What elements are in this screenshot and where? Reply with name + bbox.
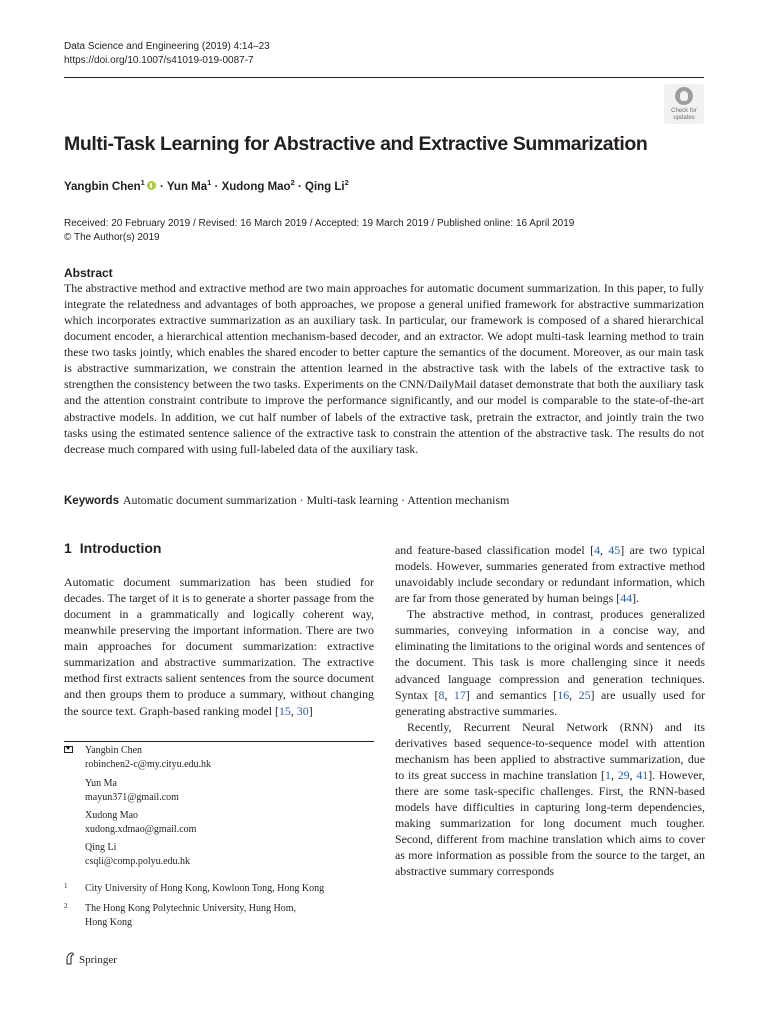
text-run: ]. However, there are some task-specific challenges. First, the RNN-based models have difficulties in capturing long-term dependencies, making summarization for long document much tougher. Second, different from machine translation which aims to cover as more information as possible from the source to the target, an abstractive summary corresponds	[395, 767, 705, 879]
text-run: ,	[569, 687, 579, 702]
author-name[interactable]: Yun Ma	[166, 180, 208, 193]
contact-name: Yun Ma	[85, 778, 117, 789]
author-name[interactable]: Yangbin Chen	[64, 180, 141, 193]
author-affiliation: 2	[344, 178, 349, 187]
paragraph	[395, 719, 705, 880]
affiliation: The Hong Kong Polytechnic University, Hung Hom,	[85, 903, 296, 914]
contact-name: Qing Li	[85, 842, 117, 853]
author-separator: ·	[297, 180, 302, 193]
contact-email[interactable]: xudong.xdmao@gmail.com	[85, 824, 197, 835]
author-name[interactable]: Xudong Mao	[221, 180, 291, 193]
intro-column-right	[395, 542, 705, 879]
section-number: 1	[64, 540, 72, 556]
section-title: Introduction	[79, 540, 162, 556]
citation-link[interactable]: 15	[278, 703, 291, 718]
springer-horse-icon	[64, 952, 75, 965]
header-rule	[64, 77, 704, 78]
citation-link[interactable]: 4	[594, 543, 601, 557]
text-run: ,	[629, 767, 637, 782]
doi-link[interactable]: https://doi.org/10.1007/s41019-019-0087-7	[64, 55, 254, 66]
text-run: ]	[308, 703, 313, 718]
citation-link[interactable]: 8	[438, 687, 445, 702]
author-separator: ·	[160, 180, 164, 193]
citation-link[interactable]: 17	[453, 687, 466, 702]
paragraph	[395, 606, 705, 718]
author-list	[64, 178, 349, 193]
check-for-updates-icon	[675, 87, 693, 105]
text-run: and feature-based classification model [	[395, 543, 595, 557]
publisher-footer	[64, 952, 117, 966]
text-run: ].	[632, 591, 640, 606]
author-affiliation: 1	[140, 178, 145, 187]
citation-link[interactable]: 16	[557, 687, 570, 702]
section-heading-introduction	[64, 540, 161, 556]
publication-dates: Received: 20 February 2019 / Revised: 16 March 2019 / Accepted: 19 March 2019 / Published online: 16 April 2019	[64, 218, 575, 229]
affiliation-continued: Hong Kong	[85, 917, 132, 928]
badge-line-2: updates	[673, 115, 695, 121]
text-run: ] and semantics [	[465, 687, 558, 702]
text-run: ] are two typical models. However, summaries generated from extractive method unavoidably include secondary or redundant information, which are far from those generated by human beings [	[395, 543, 705, 606]
author-name[interactable]: Qing Li	[305, 180, 345, 193]
text-run: ,	[610, 767, 618, 782]
citation-link[interactable]: 29	[617, 767, 630, 782]
text-run: ] are usually used for generating abstractive summaries.	[395, 687, 705, 718]
keywords-label: Keywords	[64, 495, 119, 507]
contact-email[interactable]: mayun371@gmail.com	[85, 792, 179, 803]
text-run: ,	[444, 687, 454, 702]
citation-link[interactable]: 41	[636, 767, 649, 782]
keywords-list: Automatic document summarization · Multi-task learning · Attention mechanism	[122, 493, 510, 507]
paragraph	[395, 542, 705, 606]
footnote-rule	[64, 741, 374, 742]
citation-link[interactable]: 30	[296, 703, 309, 718]
journal-citation: Data Science and Engineering (2019) 4:14–23	[64, 41, 270, 52]
copyright: © The Author(s) 2019	[64, 232, 160, 243]
check-for-updates-badge[interactable]	[664, 84, 704, 124]
text-run: ,	[600, 543, 609, 557]
contact-name: Yangbin Chen	[85, 745, 143, 756]
paper-title: Multi-Task Learning for Abstractive and Extractive Summarization	[64, 133, 648, 155]
intro-paragraph-left	[64, 574, 374, 719]
citation-link[interactable]: 45	[608, 543, 621, 557]
contact-name: Xudong Mao	[85, 810, 139, 821]
affiliation: City University of Hong Kong, Kowloon Tong, Hong Kong	[85, 883, 325, 894]
publisher-name: Springer	[79, 954, 117, 966]
text-run: ,	[290, 703, 297, 718]
envelope-icon	[64, 746, 73, 753]
keywords	[64, 493, 509, 508]
citation-link[interactable]: 44	[620, 591, 633, 606]
affiliation-number: 2	[64, 902, 68, 910]
badge-line-1: Check for	[671, 108, 697, 114]
abstract-heading: Abstract	[64, 266, 113, 280]
citation-link[interactable]: 1	[604, 767, 611, 782]
abstract-text: The abstractive method and extractive method are two main approaches for automatic document summarization. In this paper, to fully integrate the relatedness and advantages of both approaches, we propose a general unified framework for abstractive summarization which incorporates extractive summarization as an auxiliary task. In particular, our framework is composed of a shared hierarchical document encoder, a hierarchical attention mechanism-based decoder, and an extractor. We adopt multi-task learning method to train these two tasks jointly, which enables the shared encoder to better capture the semantics of the document. Moreover, as our main task is abstractive summarization, we constrain the attention learned in the abstractive task with the labels of the extractive task to strengthen the consistency between the two tasks. Experiments on the CNN/DailyMail dataset demonstrate that both the auxiliary task and the attention constraint contribute to improve the performance significantly, and our model is comparable to the state-of-the-art abstractive models. In addition, we cut half number of labels of the extractive task, pretrain the extractor, and jointly train the two tasks using the estimated sentence salience of the extractive task to constrain the attention of the abstractive task. The results do not decrease much compared with using full-labeled data of the auxiliary task.	[64, 281, 704, 456]
author-affiliation: 2	[290, 178, 295, 187]
text-run: Recently, Recurrent Neural Network (RNN) and its derivatives based sequence-to-sequence model with attention mechanism has been applied to abstractive summarization, due to its great success in machine translation [	[395, 719, 705, 782]
text-run: The abstractive method, in contrast, produces generalized summaries, conveying information in a concise way, and eliminating the limitations to the original words and sentences of the document. This task is more challenging since it needs advanced language compression and generation techniques. Syntax [	[395, 607, 705, 702]
contact-email[interactable]: csqli@comp.polyu.edu.hk	[85, 856, 191, 867]
contact-email[interactable]: robinchen2-c@my.cityu.edu.hk	[85, 759, 212, 770]
affiliation-number: 1	[64, 882, 68, 890]
citation-link[interactable]: 25	[578, 687, 591, 702]
orcid-icon[interactable]	[147, 181, 156, 190]
author-separator: ·	[214, 180, 219, 193]
author-affiliation: 1	[207, 178, 212, 187]
text-run: Automatic document summarization has been studied for decades. The target of it is to generate a shorter passage from the document in a grammatically and logically coherent way, meanwhile preserving the important information. There are two main approaches for document summarization: extractive summarization and abstractive summarization. The extractive method first extracts salient sentences from the source document and then groups them to produce a summary, without changing the source text. Graph-based ranking model [	[64, 575, 374, 718]
